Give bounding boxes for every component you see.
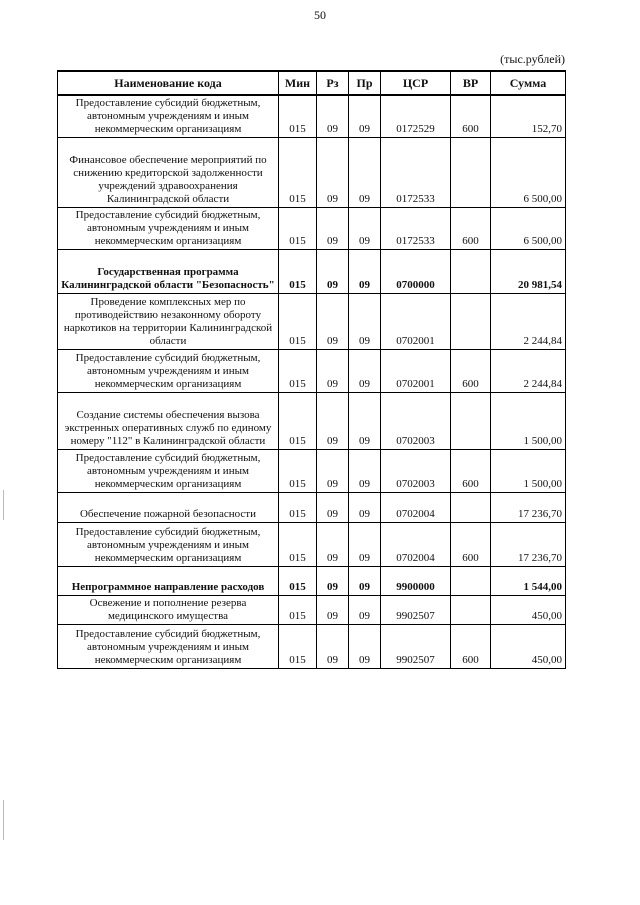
row-min: 015 <box>279 208 317 250</box>
row-csr: 0700000 <box>381 250 451 294</box>
row-name: Освежение и пополнение резерва медицинского имущества <box>58 596 279 625</box>
row-name: Предоставление субсидий бюджетным, автономным учреждениям и иным некоммерческим организациям <box>58 523 279 567</box>
row-vr: 600 <box>451 95 491 138</box>
row-sum: 450,00 <box>491 625 566 669</box>
row-name: Предоставление субсидий бюджетным, автономным учреждениям и иным некоммерческим организациям <box>58 450 279 493</box>
row-rz: 09 <box>317 138 349 208</box>
row-pr: 09 <box>349 596 381 625</box>
row-min: 015 <box>279 450 317 493</box>
row-sum: 17 236,70 <box>491 493 566 523</box>
row-vr <box>451 393 491 450</box>
row-rz: 09 <box>317 95 349 138</box>
row-rz: 09 <box>317 208 349 250</box>
row-vr <box>451 493 491 523</box>
table-row <box>58 294 566 350</box>
row-rz: 09 <box>317 493 349 523</box>
row-pr: 09 <box>349 350 381 393</box>
units-label: (тыс.рублей) <box>500 52 565 66</box>
row-sum: 2 244,84 <box>491 350 566 393</box>
row-rz: 09 <box>317 393 349 450</box>
row-pr: 09 <box>349 95 381 138</box>
table-row <box>58 138 566 208</box>
table-row-nonprogram <box>58 567 566 596</box>
page-number: 50 <box>314 8 326 22</box>
row-min: 015 <box>279 493 317 523</box>
row-csr: 0172533 <box>381 138 451 208</box>
row-rz: 09 <box>317 250 349 294</box>
table-row <box>58 493 566 523</box>
header-name: Наименование кода <box>58 71 279 95</box>
table-row <box>58 450 566 493</box>
row-rz: 09 <box>317 294 349 350</box>
row-csr: 0702001 <box>381 294 451 350</box>
row-sum: 20 981,54 <box>491 250 566 294</box>
budget-table <box>57 70 566 669</box>
row-sum: 17 236,70 <box>491 523 566 567</box>
row-pr: 09 <box>349 208 381 250</box>
table-row <box>58 350 566 393</box>
row-vr: 600 <box>451 625 491 669</box>
row-min: 015 <box>279 294 317 350</box>
row-rz: 09 <box>317 567 349 596</box>
row-sum: 2 244,84 <box>491 294 566 350</box>
row-pr: 09 <box>349 250 381 294</box>
table-header-row <box>58 71 566 95</box>
row-min: 015 <box>279 138 317 208</box>
row-pr: 09 <box>349 523 381 567</box>
row-pr: 09 <box>349 567 381 596</box>
row-csr: 9902507 <box>381 625 451 669</box>
row-rz: 09 <box>317 596 349 625</box>
header-csr: ЦСР <box>381 71 451 95</box>
row-pr: 09 <box>349 393 381 450</box>
row-name: Предоставление субсидий бюджетным, автономным учреждениям и иным некоммерческим организациям <box>58 350 279 393</box>
row-name: Непрограммное направление расходов <box>58 567 279 596</box>
header-sum: Сумма <box>491 71 566 95</box>
scan-margin-mark <box>3 800 4 840</box>
row-sum: 152,70 <box>491 95 566 138</box>
row-vr <box>451 138 491 208</box>
table-row <box>58 625 566 669</box>
header-pr: Пр <box>349 71 381 95</box>
table-row <box>58 208 566 250</box>
row-name: Финансовое обеспечение мероприятий по снижению кредиторской задолженности учреждений здравоохранения Калининградской области <box>58 138 279 208</box>
row-vr <box>451 294 491 350</box>
row-name: Обеспечение пожарной безопасности <box>58 493 279 523</box>
row-vr <box>451 250 491 294</box>
row-sum: 1 544,00 <box>491 567 566 596</box>
row-vr <box>451 567 491 596</box>
row-min: 015 <box>279 350 317 393</box>
row-sum: 1 500,00 <box>491 450 566 493</box>
row-csr: 0702003 <box>381 450 451 493</box>
row-name: Проведение комплексных мер по противодействию незаконному обороту наркотиков на территории Калининградской области <box>58 294 279 350</box>
row-min: 015 <box>279 250 317 294</box>
row-min: 015 <box>279 523 317 567</box>
row-min: 015 <box>279 393 317 450</box>
row-vr: 600 <box>451 450 491 493</box>
table-row <box>58 596 566 625</box>
row-pr: 09 <box>349 294 381 350</box>
row-min: 015 <box>279 596 317 625</box>
row-vr: 600 <box>451 523 491 567</box>
row-name: Создание системы обеспечения вызова экстренных оперативных служб по единому номеру "112" в Калининградской области <box>58 393 279 450</box>
table-row <box>58 523 566 567</box>
row-rz: 09 <box>317 450 349 493</box>
row-vr: 600 <box>451 208 491 250</box>
row-csr: 0172533 <box>381 208 451 250</box>
row-rz: 09 <box>317 625 349 669</box>
row-csr: 0702004 <box>381 493 451 523</box>
row-name: Государственная программа Калининградской области "Безопасность" <box>58 250 279 294</box>
header-min: Мин <box>279 71 317 95</box>
row-pr: 09 <box>349 138 381 208</box>
row-csr: 9900000 <box>381 567 451 596</box>
row-csr: 0702003 <box>381 393 451 450</box>
row-sum: 6 500,00 <box>491 208 566 250</box>
row-rz: 09 <box>317 523 349 567</box>
row-min: 015 <box>279 625 317 669</box>
row-name: Предоставление субсидий бюджетным, автономным учреждениям и иным некоммерческим организациям <box>58 95 279 138</box>
row-vr <box>451 596 491 625</box>
row-rz: 09 <box>317 350 349 393</box>
row-pr: 09 <box>349 450 381 493</box>
row-pr: 09 <box>349 625 381 669</box>
row-name: Предоставление субсидий бюджетным, автономным учреждениям и иным некоммерческим организациям <box>58 625 279 669</box>
table-row-program <box>58 250 566 294</box>
row-sum: 450,00 <box>491 596 566 625</box>
row-min: 015 <box>279 567 317 596</box>
scan-margin-mark <box>3 490 4 520</box>
row-sum: 6 500,00 <box>491 138 566 208</box>
row-sum: 1 500,00 <box>491 393 566 450</box>
row-pr: 09 <box>349 493 381 523</box>
row-csr: 0702004 <box>381 523 451 567</box>
table-row <box>58 393 566 450</box>
row-csr: 9902507 <box>381 596 451 625</box>
row-vr: 600 <box>451 350 491 393</box>
row-name: Предоставление субсидий бюджетным, автономным учреждениям и иным некоммерческим организациям <box>58 208 279 250</box>
table-row <box>58 95 566 138</box>
row-csr: 0172529 <box>381 95 451 138</box>
row-min: 015 <box>279 95 317 138</box>
header-vr: ВР <box>451 71 491 95</box>
header-rz: Рз <box>317 71 349 95</box>
row-csr: 0702001 <box>381 350 451 393</box>
